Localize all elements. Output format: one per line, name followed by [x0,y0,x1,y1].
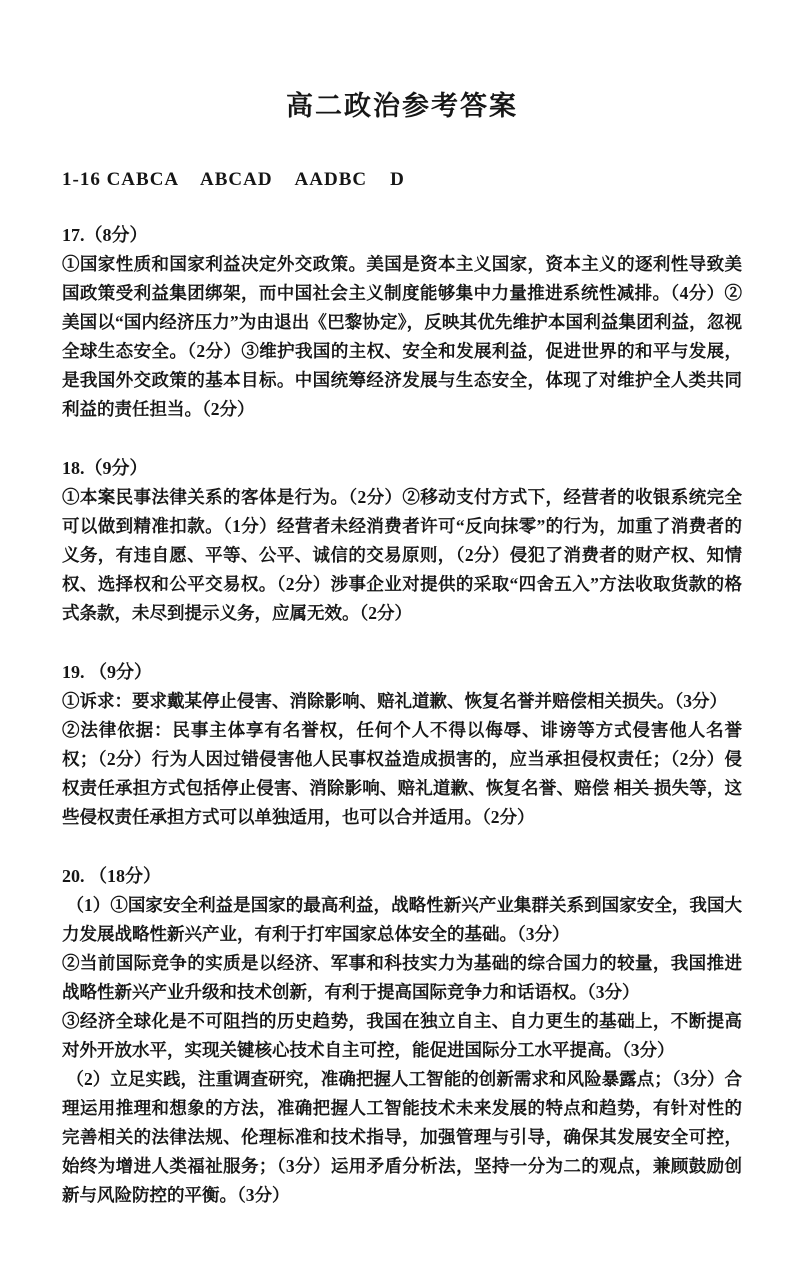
section-17-answer: ①国家性质和国家利益决定外交政策。美国是资本主义国家，资本主义的逐利性导致美国政策受利益集团绑架，而中国社会主义制度能够集中力量推进系统性减排。（4分）②美国以“国内经济压力”为由退出《巴黎协定》，反映其优先维护本国利益集团利益，忽视全球生态安全。（2分）③维护我国的主权、安全和发展利益，促进世界的和平与发展，是我国外交政策的基本目标。中国统筹经济发展与生态安全，体现了对维护全人类共同利益的责任担当。（2分） [62,254,742,419]
section-17-heading: 17.（8分） [62,225,148,245]
section-18-answer: ①本案民事法律关系的客体是行为。（2分）②移动支付方式下，经营者的收银系统完全可以做到精准扣款。（1分）经营者未经消费者许可“反向抹零”的行为，加重了消费者的义务，有违自愿、平等、公平、诚信的交易原则，（2分）侵犯了消费者的财产权、知情权、选择权和公平交易权。（2分）涉事企业对提供的采取“四舍五入”方法收取货款的格式条款，未尽到提示义务，应属无效。（2分） [62,487,742,623]
section-20-heading: 20. （18分） [62,866,161,886]
struck-text: 相关 [614,778,654,798]
section-17 [62,221,742,424]
section-20 [62,862,742,1210]
section-19 [62,658,742,832]
section-20-answer-3: ③经济全球化是不可阻挡的历史趋势，我国在独立自主、自力更生的基础上，不断提高对外开放水平，实现关键核心技术自主可控，能促进国际分工水平提高。（3分） [62,1011,742,1060]
answer-text-pre: ②法律依据：民事主体享有名誉权，任何个人不得以侮辱、诽谤等方式侵害他人名誉权；（2分）行为人因过错侵害他人民事权益造成损害的，应当承担侵权责任；（2分）侵权责任承担方式包括停止侵害、消除影响、赔礼道歉、恢复名誉、赔偿 [62,720,742,798]
section-20-answer-1: （1）①国家安全利益是国家的最高利益，战略性新兴产业集群关系到国家安全，我国大力发展战略性新兴产业，有利于打牢国家总体安全的基础。（3分） [62,895,743,944]
section-19-answer-1: ①诉求：要求戴某停止侵害、消除影响、赔礼道歉、恢复名誉并赔偿相关损失。（3分） [62,691,727,711]
answer-text-post: 损失等，这些侵权责任承担方式可以单独适用，也可以合并适用。（2分） [62,778,743,827]
section-18 [62,454,742,628]
section-18-heading: 18.（9分） [62,458,148,478]
section-19-heading: 19. （9分） [62,662,152,682]
document-title: 高二政治参考答案 [286,91,518,121]
section-20-answer-4: （2）立足实践，注重调查研究，准确把握人工智能的创新需求和风险暴露点；（3分）合理运用推理和想象的方法，准确把握人工智能技术未来发展的特点和趋势，有针对性的完善相关的法律法规、伦理标准和技术指导，加强管理与引导，确保其发展安全可控，始终为增进人类福祉服务；（3分）运用矛盾分析法，坚持一分为二的观点，兼顾鼓励创新与风险防控的平衡。（3分） [62,1069,742,1205]
section-19-answer-2 [62,716,742,832]
multiple-choice-answers: 1-16 CABCA ABCAD AADBC D [62,169,405,190]
section-20-answer-2: ②当前国际竞争的实质是以经济、军事和科技实力为基础的综合国力的较量，我国推进战略性新兴产业升级和技术创新，有利于提高国际竞争力和话语权。（3分） [62,953,742,1002]
